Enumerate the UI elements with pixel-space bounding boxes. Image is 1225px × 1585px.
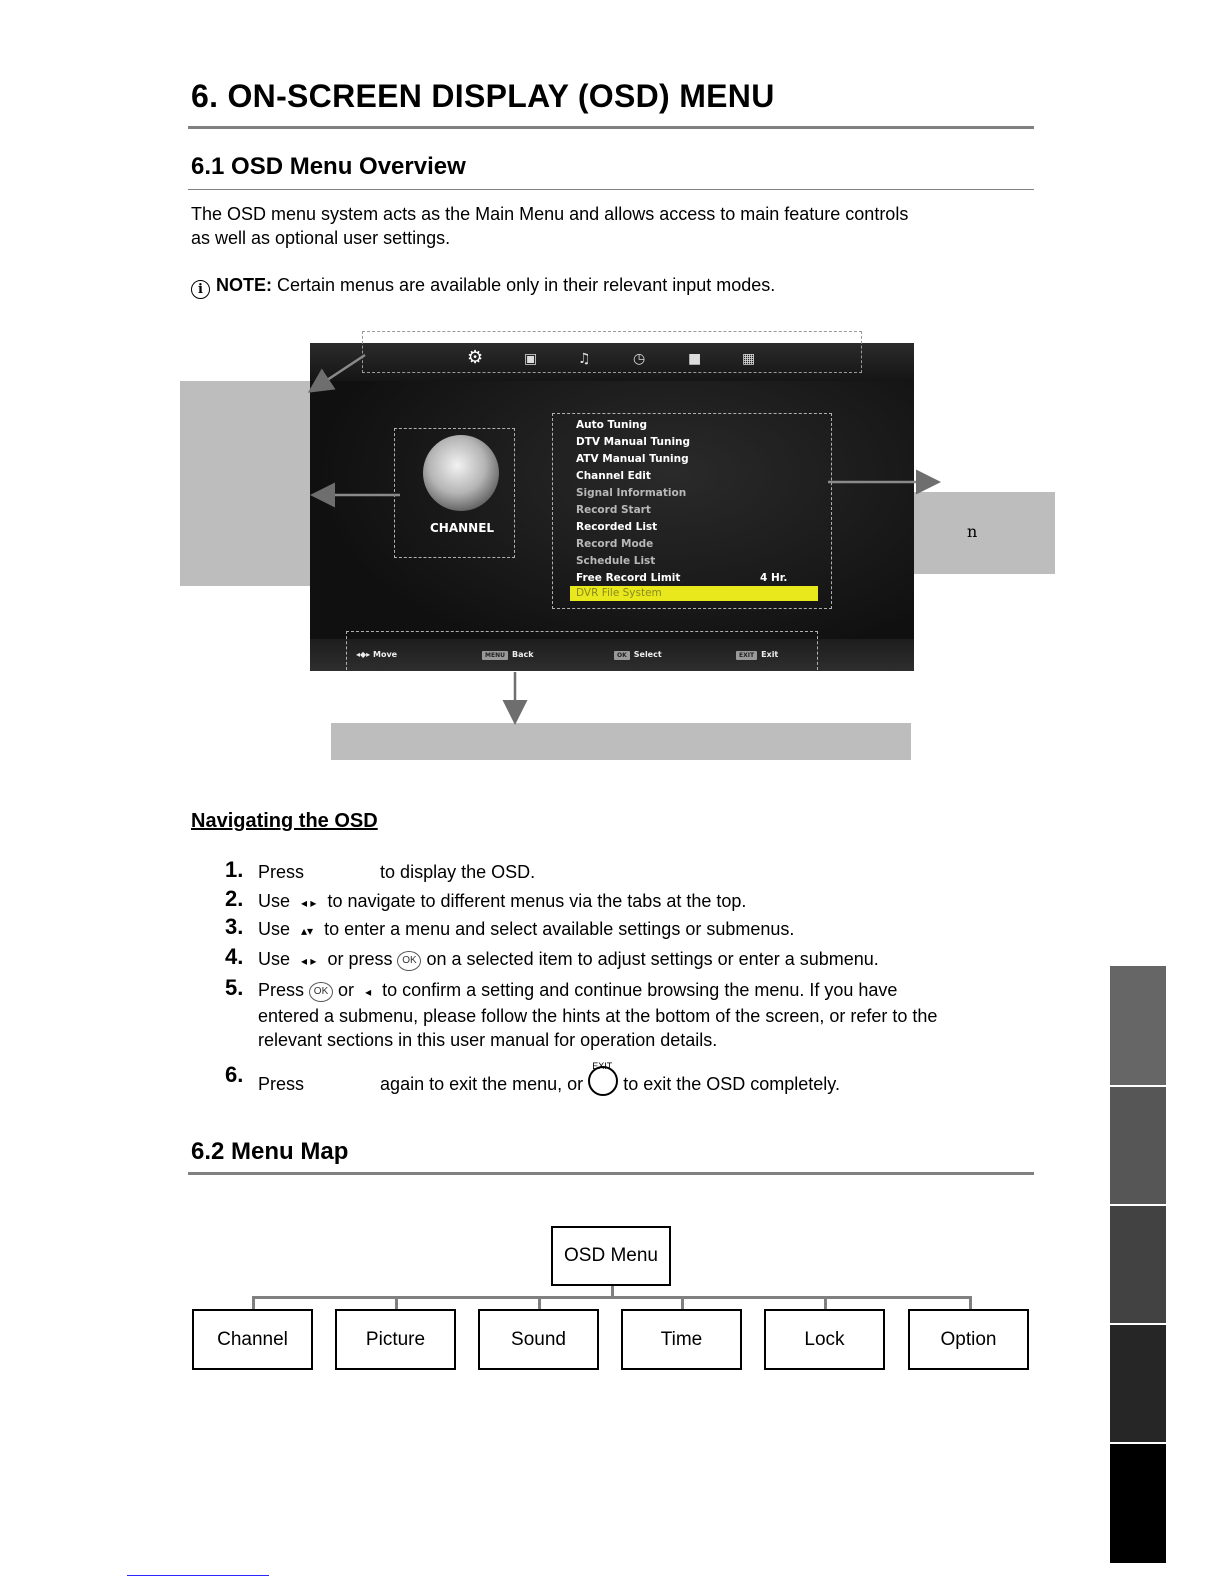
map-root-box: OSD Menu [551,1226,671,1286]
free-record-value: 4 Hr. [760,572,788,584]
map-connector [681,1296,684,1309]
map-child-box: Option [908,1309,1029,1370]
menu-item[interactable]: ATV Manual Tuning [576,453,689,465]
footer-link-underline [127,1575,269,1576]
chapter-tab [1110,1444,1166,1563]
step-number: 1. [225,857,244,882]
menu-item[interactable]: Recorded List [576,521,658,533]
up-down-arrows-icon: ▴▾ [301,924,314,938]
step-number: 2. [225,886,244,911]
menu-item[interactable]: Auto Tuning [576,419,648,431]
overview-intro-line2: as well as optional user settings. [191,228,451,248]
page-title: 6. ON-SCREEN DISPLAY (OSD) MENU [191,78,775,114]
menu-map-rule [188,1172,1034,1175]
left-right-arrows-icon: ◂ ▸ [301,896,317,910]
clock-icon: ◷ [633,351,646,367]
ok-button-icon: OK [309,982,333,1002]
info-icon: i [191,280,210,299]
navigating-title: Navigating the OSD [191,810,378,832]
step-4: Use ◂ ▸ or press OK on a selected item to adjust settings or enter a submenu. [258,949,879,969]
chapter-tab [1110,1206,1166,1323]
overview-heading: 6.1 OSD Menu Overview [191,153,466,180]
gear-icon: ⚙ [467,347,484,368]
map-child-box: Time [621,1309,742,1370]
step-number: 3. [225,914,244,939]
map-child-box: Sound [478,1309,599,1370]
step-5: Press OK or ◂ to confirm a setting and continue browsing the menu. If you have entered a submenu, please follow the hints at the bottom of the screen, or refer to the relevant sections in this user manual for operation details. [258,980,938,1050]
highlighted-menu-label: DVR File System [576,587,662,599]
menu-item[interactable]: Record Mode [576,538,654,550]
map-connector [395,1296,398,1309]
left-arrow-icon: ◂ [365,985,372,999]
step-6: Press again to exit the menu, or EXIT to exit the OSD completely. [258,1061,840,1094]
hint-select: OK Select [614,650,662,660]
menu-item[interactable]: Record Start [576,504,651,516]
menu-item[interactable]: Channel Edit [576,470,651,482]
menu-item[interactable]: DTV Manual Tuning [576,436,691,448]
step-number: 5. [225,975,244,1000]
left-right-arrows-icon: ◂ ▸ [301,954,317,968]
arrow-to-tabs [312,355,365,390]
map-child-box: Lock [764,1309,885,1370]
lock-icon: ■ [688,351,702,367]
menu-item[interactable]: Schedule List [576,555,656,567]
hint-back: MENU Back [482,650,534,660]
step-2: Use ◂ ▸ to navigate to different menus via the tabs at the top. [258,891,747,911]
overview-intro-line1: The OSD menu system acts as the Main Menu and allows access to main feature controls [191,204,909,224]
map-child-box: Channel [192,1309,313,1370]
exit-key-icon: EXIT [736,651,757,660]
note-text: Certain menus are available only in their relevant input modes. [272,275,776,295]
music-note-icon: ♫ [578,351,591,367]
move-arrows-icon: ◂◆▸ [356,650,371,659]
exit-button-icon: EXIT [588,1066,618,1096]
menu-key-icon: MENU [482,651,508,660]
step-3: Use ▴▾ to enter a menu and select available settings or submenus. [258,919,795,939]
hint-move: ◂◆▸ Move [356,650,398,659]
chapter-tab [1110,966,1166,1085]
map-connector [538,1296,541,1309]
chapter-tab [1110,1087,1166,1204]
option-grid-icon: ▦ [742,351,756,367]
map-connector [252,1296,255,1309]
ok-key-icon: OK [614,651,630,660]
monitor-icon: ▣ [524,351,538,367]
callout-right-text: n [967,522,978,541]
hint-exit: EXIT Exit [736,650,778,660]
note-label: NOTE: [216,275,272,295]
map-connector [969,1296,972,1309]
step-number: 6. [225,1062,244,1087]
menu-item[interactable]: Signal Information [576,487,687,499]
map-connector [824,1296,827,1309]
category-label: CHANNEL [430,521,495,535]
menu-item[interactable]: Free Record Limit [576,572,681,584]
map-child-box: Picture [335,1309,456,1370]
ok-button-icon: OK [397,951,421,971]
chapter-tab [1110,1325,1166,1442]
step-1: Press to display the OSD. [258,862,536,882]
menu-map-heading: 6.2 Menu Map [191,1138,349,1165]
step-number: 4. [225,944,244,969]
map-connector [252,1296,972,1299]
